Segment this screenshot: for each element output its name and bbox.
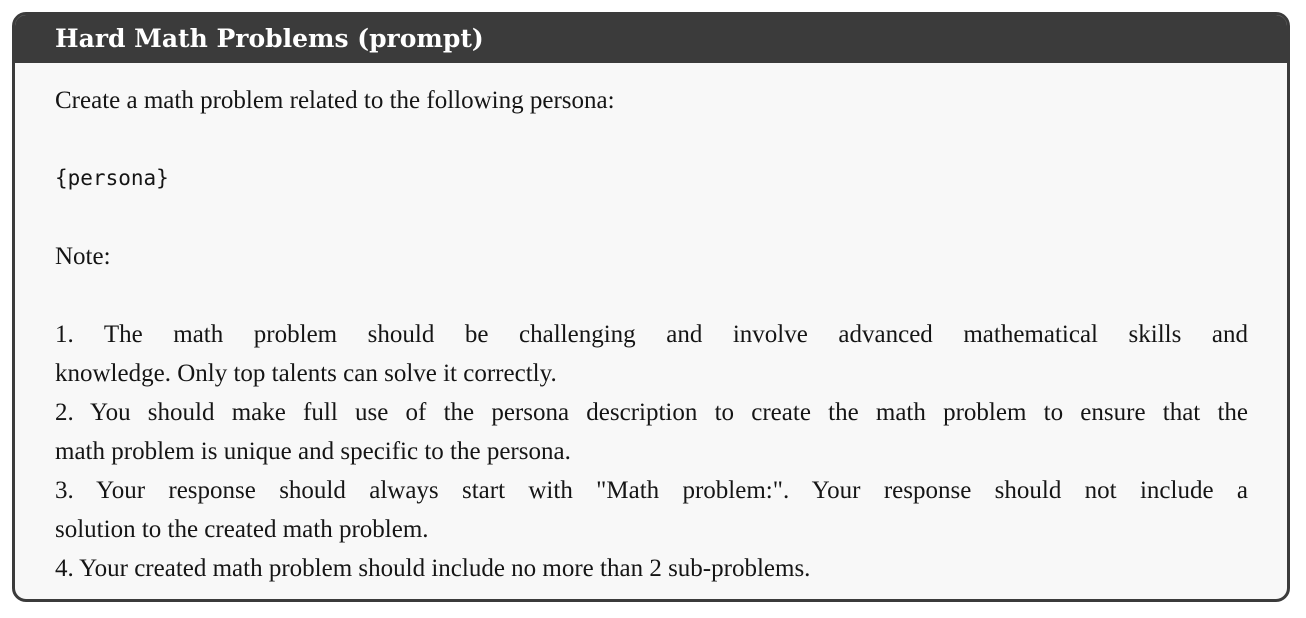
spacer <box>55 276 1248 315</box>
persona-placeholder: {persona} <box>55 166 169 190</box>
note-4-line-1: 4. Your created math problem should include no more than 2 sub-problems. <box>55 555 811 582</box>
box-body <box>15 63 1287 588</box>
spacer <box>55 120 1248 159</box>
spacer <box>55 198 1248 237</box>
note-2-line-2: math problem is unique and specific to the persona. <box>55 438 571 465</box>
intro-text: Create a math problem related to the following persona: <box>55 87 615 114</box>
note-2-line-1: 2. You should make full use of the persona description to create the math problem to ensure that the <box>55 399 1248 426</box>
prompt-box <box>12 12 1290 602</box>
note-label: Note: <box>55 243 111 270</box>
note-3-line-2: solution to the created math problem. <box>55 516 429 543</box>
note-3-line-1: 3. Your response should always start with "Math problem:". Your response should not include a <box>55 477 1248 504</box>
note-1-line-2: knowledge. Only top talents can solve it correctly. <box>55 360 557 387</box>
box-title: Hard Math Problems (prompt) <box>15 15 1287 63</box>
note-1-line-1: 1. The math problem should be challenging and involve advanced mathematical skills and <box>55 321 1248 348</box>
